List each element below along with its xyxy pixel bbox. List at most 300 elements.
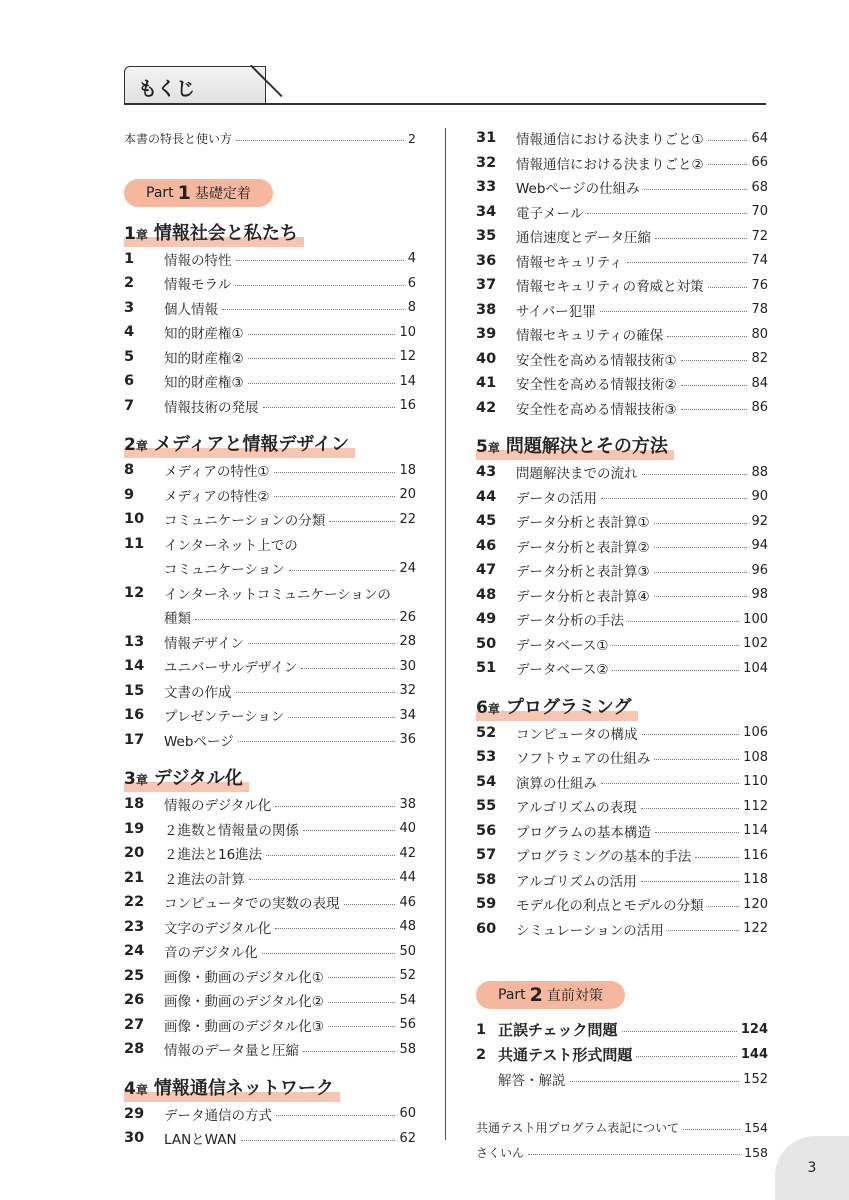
toc-entry-answers[interactable]: 解答・解説 152 (498, 1071, 768, 1090)
toc-left-column (124, 126, 416, 1151)
toc-entry[interactable] (476, 371, 768, 396)
leader-dots (266, 855, 395, 856)
toc-entry[interactable] (476, 917, 768, 942)
entry-page: 22 (399, 511, 416, 527)
entry-number: 32 (476, 154, 497, 171)
entry-page: 12 (399, 349, 416, 365)
entry-number: 55 (476, 798, 497, 815)
leader-dots (708, 140, 748, 141)
toc-entry[interactable] (476, 583, 768, 608)
entry-number: 22 (124, 894, 145, 911)
entry-number: 49 (476, 611, 497, 628)
leader-dots (328, 977, 396, 978)
entry-label: プレゼンテーション (164, 709, 285, 726)
toc-entry[interactable] (476, 607, 768, 632)
entry-number: 43 (476, 464, 497, 481)
leader-dots (655, 238, 747, 239)
leader-dots (274, 472, 396, 473)
leader-dots (248, 643, 395, 644)
entry-page: 36 (399, 732, 416, 748)
entry-label: 個人情報 (164, 301, 218, 318)
entry-label: 情報セキュリティの確保 (516, 328, 664, 345)
toc-entry-part2[interactable]: 1 正誤チェック問題 124 (476, 1021, 768, 1039)
toc-entry[interactable] (476, 868, 768, 893)
toc-entry[interactable] (124, 247, 416, 272)
toc-entry[interactable] (124, 581, 416, 606)
entry-page: 92 (751, 513, 768, 529)
leader-dots (263, 407, 396, 408)
entry-page: 6 (407, 275, 416, 291)
entry-label: メディアの特性② (164, 488, 270, 505)
entry-label: データ分析と表計算② (516, 539, 650, 556)
leader-dots (627, 262, 748, 263)
entry-number: 9 (124, 486, 135, 503)
leader-dots (236, 260, 404, 261)
leader-dots (236, 692, 396, 693)
entry-number: 7 (124, 397, 135, 414)
entry-page: 112 (743, 798, 768, 814)
entry-number: 29 (124, 1105, 145, 1122)
entry-number: 17 (124, 731, 145, 748)
entry-label: 演算の仕組み (516, 775, 597, 792)
toc-entry[interactable] (476, 770, 768, 795)
leader-dots (654, 523, 748, 524)
entry-page: 10 (399, 324, 416, 340)
entry-page: 122 (743, 921, 768, 937)
toc-entry[interactable] (124, 841, 416, 866)
entry-label: 情報セキュリティ (516, 254, 623, 271)
chapter-heading: 1章 情報社会と私たち (124, 215, 416, 247)
entry-number: 47 (476, 562, 497, 579)
entry-number: 13 (124, 633, 145, 650)
leader-dots (241, 1140, 396, 1141)
leader-dots (601, 498, 747, 499)
leader-dots (303, 1051, 395, 1052)
toc-entry[interactable] (476, 843, 768, 868)
leader-dots (654, 547, 748, 548)
entry-page: 14 (399, 373, 416, 389)
entry-page: 58 (399, 1041, 416, 1057)
chapter-heading: 4章 情報通信ネットワーク (124, 1070, 416, 1102)
entry-label: 種類 (164, 611, 191, 628)
entry-label: 知的財産権② (164, 350, 244, 367)
entry-page: 42 (399, 845, 416, 861)
entry-label: データベース② (516, 662, 609, 679)
toc-entry-appendix[interactable]: さくいん 158 (476, 1144, 768, 1160)
toc-entry[interactable] (124, 866, 416, 891)
entry-number: 45 (476, 513, 497, 530)
entry-label: Webページの仕組み (516, 181, 640, 198)
entry-page: 18 (399, 462, 416, 478)
entry-number: 16 (124, 707, 145, 724)
entry-number: 41 (476, 375, 497, 392)
toc-entry[interactable] (476, 794, 768, 819)
toc-entry[interactable] (476, 175, 768, 200)
entry-page: 114 (743, 823, 768, 839)
entry-label: 情報デザイン (164, 635, 245, 652)
entry-page: 68 (751, 179, 768, 195)
toc-entry[interactable] (124, 939, 416, 964)
entry-page: 52 (399, 968, 416, 984)
entry-label: 安全性を高める情報技術① (516, 352, 677, 369)
toc-right-column (476, 126, 768, 1165)
entry-page: 110 (743, 774, 768, 790)
page-title: もくじ (138, 78, 196, 100)
entry-label: データ分析と表計算③ (516, 564, 650, 581)
entry-number: 30 (124, 1130, 145, 1147)
toc-entry[interactable] (476, 322, 768, 347)
toc-entry[interactable] (124, 320, 416, 345)
leader-dots (587, 213, 747, 214)
toc-entry[interactable] (476, 249, 768, 274)
toc-entry[interactable] (124, 369, 416, 394)
toc-entry[interactable] (124, 532, 416, 557)
leader-dots (600, 311, 748, 312)
toc-entry-part2[interactable]: 2 共通テスト形式問題 144 (476, 1046, 768, 1064)
entry-label: 通信速度とデータ圧縮 (516, 230, 651, 247)
entry-number: 56 (476, 822, 497, 839)
part2-badge: Part 2 直前対策 (476, 981, 625, 1009)
leader-dots (655, 832, 739, 833)
leader-dots (612, 645, 739, 646)
leader-dots (303, 830, 395, 831)
entry-number: 19 (124, 820, 145, 837)
toc-entry[interactable] (476, 632, 768, 657)
entry-label: Webページ (164, 733, 234, 750)
entry-number: 59 (476, 896, 497, 913)
leader-dots (275, 928, 395, 929)
leader-dots (641, 881, 739, 882)
chapter-heading: 5章 問題解決とその方法 (476, 428, 768, 460)
entry-page: 26 (399, 609, 416, 625)
leader-dots (681, 360, 748, 361)
entry-label: 安全性を高める情報技術② (516, 377, 677, 394)
entry-page: 102 (743, 636, 768, 652)
entry-label: データの活用 (516, 490, 597, 507)
toc-entry[interactable] (476, 298, 768, 323)
entry-number: 48 (476, 586, 497, 603)
entry-number: 14 (124, 658, 145, 675)
leader-dots (641, 808, 739, 809)
entry-number: 38 (476, 301, 497, 318)
entry-number: 20 (124, 845, 145, 862)
entry-page: 88 (751, 464, 768, 480)
entry-page: 56 (399, 1017, 416, 1033)
leader-dots (612, 670, 739, 671)
toc-entry[interactable] (476, 200, 768, 225)
entry-number: 39 (476, 326, 497, 343)
toc-entry[interactable] (476, 273, 768, 298)
entry-number: 53 (476, 749, 497, 766)
entry-label: ２進数と情報量の関係 (164, 822, 299, 839)
toc-entry[interactable] (124, 271, 416, 296)
toc-entry[interactable] (124, 1037, 416, 1062)
leader-dots (708, 287, 748, 288)
leader-dots (667, 336, 747, 337)
entry-label: 情報のデータ量と圧縮 (164, 1043, 299, 1060)
entry-page: 60 (399, 1106, 416, 1122)
entry-number: 33 (476, 179, 497, 196)
leader-dots (262, 953, 396, 954)
entry-label: プログラミングの基本的手法 (516, 849, 692, 866)
entry-label: 画像・動画のデジタル化③ (164, 1018, 324, 1035)
chapter-heading: 2章 メディアと情報デザイン (124, 426, 416, 458)
entry-number: 4 (124, 324, 135, 341)
toc-entry[interactable] (476, 892, 768, 917)
entry-label: ２進法と16進法 (164, 847, 263, 864)
entry-page: 54 (399, 992, 416, 1008)
entry-page: 72 (751, 228, 768, 244)
entry-label: シミュレーションの活用 (516, 922, 664, 939)
entry-label: アルゴリズムの活用 (516, 873, 637, 890)
toc-entry[interactable] (476, 745, 768, 770)
leader-dots (276, 1115, 395, 1116)
entry-number: 18 (124, 796, 145, 813)
leader-dots (668, 930, 739, 931)
entry-number: 57 (476, 847, 497, 864)
entry-number: 24 (124, 943, 145, 960)
chapter-heading: 6章 プログラミング (476, 689, 768, 721)
entry-page: 64 (751, 130, 768, 146)
entry-number: 10 (124, 511, 145, 528)
entry-number: 46 (476, 537, 497, 554)
column-divider (445, 128, 446, 1140)
toc-entry[interactable] (124, 703, 416, 728)
leader-dots (248, 358, 396, 359)
entry-number: 42 (476, 399, 497, 416)
entry-number: 37 (476, 277, 497, 294)
entry-page: 104 (743, 660, 768, 676)
entry-label: ユニバーサルデザイン (164, 660, 298, 677)
entry-number: 40 (476, 350, 497, 367)
leader-dots (642, 474, 748, 475)
title-underline (124, 103, 766, 105)
entry-page: 28 (399, 634, 416, 650)
entry-page: 98 (751, 587, 768, 603)
entry-label: 情報セキュリティの脅威と対策 (516, 279, 704, 296)
entry-number: 36 (476, 252, 497, 269)
entry-page: 16 (399, 398, 416, 414)
entry-number: 44 (476, 488, 497, 505)
entry-number: 3 (124, 299, 135, 316)
entry-number: 6 (124, 373, 135, 390)
leader-dots (344, 904, 396, 905)
entry-page: 76 (751, 277, 768, 293)
entry-number: 2 (124, 275, 135, 292)
leader-dots (289, 570, 396, 571)
leader-dots (654, 596, 748, 597)
toc-entry[interactable] (124, 630, 416, 655)
entry-label: データ通信の方式 (164, 1107, 272, 1124)
toc-entry[interactable] (124, 483, 416, 508)
chapter-heading: 3章 デジタル化 (124, 760, 416, 792)
entry-page: 34 (399, 707, 416, 723)
leader-dots (328, 1026, 396, 1027)
entry-page: 86 (751, 400, 768, 416)
leader-dots (328, 1002, 396, 1003)
toc-entry[interactable] (124, 988, 416, 1013)
entry-label: 知的財産権① (164, 326, 244, 343)
entry-page: 30 (399, 658, 416, 674)
leader-dots (654, 572, 748, 573)
toc-entry[interactable] (124, 654, 416, 679)
toc-entry[interactable] (124, 890, 416, 915)
entry-page: 44 (399, 870, 416, 886)
entry-label: 情報通信における決まりごと① (516, 132, 704, 149)
entry-page: 116 (743, 847, 768, 863)
leader-dots (275, 806, 395, 807)
entry-label: モデル化の利点とモデルの分類 (516, 898, 704, 915)
toc-entry[interactable] (124, 556, 416, 581)
leader-dots (644, 189, 748, 190)
toc-entry[interactable] (476, 460, 768, 485)
toc-entry[interactable] (124, 728, 416, 753)
toc-entry[interactable] (476, 558, 768, 583)
toc-entry[interactable] (124, 964, 416, 989)
entry-label: コミュニケーションの分類 (164, 513, 326, 530)
toc-entry[interactable] (124, 792, 416, 817)
entry-number: 8 (124, 462, 135, 479)
entry-page: 94 (751, 538, 768, 554)
entry-label: ２進法の計算 (164, 871, 245, 888)
entry-label: サイバー犯罪 (516, 303, 596, 320)
entry-page: 46 (399, 894, 416, 910)
leader-dots (222, 309, 404, 310)
toc-entry[interactable] (476, 396, 768, 421)
entry-page: 40 (399, 821, 416, 837)
entry-label: 知的財産権③ (164, 375, 244, 392)
toc-entry[interactable] (124, 1013, 416, 1038)
entry-label: データベース① (516, 637, 609, 654)
entry-page: 8 (407, 300, 416, 316)
toc-entry[interactable] (124, 296, 416, 321)
entry-page: 62 (399, 1130, 416, 1146)
leader-dots (708, 906, 740, 907)
entry-page: 120 (743, 896, 768, 912)
entry-number: 26 (124, 992, 145, 1009)
entry-page: 66 (751, 155, 768, 171)
entry-number: 28 (124, 1041, 145, 1058)
entry-label: 電子メール (516, 205, 584, 222)
toc-entry[interactable] (124, 1102, 416, 1127)
entry-number: 1 (124, 250, 135, 267)
entry-label: データ分析の手法 (516, 613, 624, 630)
entry-page: 80 (751, 326, 768, 342)
toc-entry[interactable] (476, 485, 768, 510)
entry-page: 118 (743, 872, 768, 888)
entry-label: 情報通信における決まりごと② (516, 156, 704, 173)
entry-page: 38 (399, 796, 416, 812)
entry-label: 画像・動画のデジタル化① (164, 969, 324, 986)
entry-number: 25 (124, 967, 145, 984)
leader-dots (301, 668, 395, 669)
toc-entry[interactable] (124, 605, 416, 630)
entry-label: コミュニケーション (164, 562, 285, 579)
leader-dots (248, 383, 396, 384)
leader-dots (248, 334, 396, 335)
entry-page: 100 (743, 611, 768, 627)
entry-number: 51 (476, 660, 497, 677)
toc-entry[interactable] (124, 915, 416, 940)
entry-label: 情報の特性 (164, 252, 232, 269)
toc-entry-intro[interactable]: 本書の特長と使い方 2 (124, 130, 416, 146)
toc-entry[interactable] (476, 534, 768, 559)
entry-label: コンピュータでの実数の表現 (164, 896, 340, 913)
toc-entry[interactable] (124, 345, 416, 370)
toc-entry[interactable] (124, 679, 416, 704)
leader-dots (681, 385, 748, 386)
entry-label: インターネット上での (164, 537, 298, 554)
leader-dots (274, 496, 396, 497)
entry-page: 108 (743, 749, 768, 765)
toc-entry[interactable] (124, 1126, 416, 1151)
entry-label: アルゴリズムの表現 (516, 800, 637, 817)
entry-label: プログラムの基本構造 (516, 824, 651, 841)
entry-number: 21 (124, 869, 145, 886)
toc-entry[interactable] (124, 394, 416, 419)
entry-label: 情報モラル (164, 277, 232, 294)
entry-page: 4 (407, 251, 416, 267)
entry-page: 48 (399, 919, 416, 935)
toc-entry[interactable] (476, 721, 768, 746)
entry-label: 情報技術の発展 (164, 399, 259, 416)
leader-dots (695, 857, 739, 858)
toc-entry[interactable] (476, 656, 768, 681)
leader-dots (654, 759, 739, 760)
entry-number: 50 (476, 635, 497, 652)
entry-page: 32 (399, 683, 416, 699)
toc-entry[interactable] (124, 458, 416, 483)
leader-dots (708, 164, 748, 165)
part1-badge: Part 1 基礎定着 (124, 179, 273, 207)
entry-page: 74 (751, 253, 768, 269)
toc-entry[interactable] (476, 819, 768, 844)
entry-page: 96 (751, 562, 768, 578)
entry-label: 問題解決までの流れ (516, 466, 638, 483)
leader-dots (601, 783, 739, 784)
entry-label: データ分析と表計算① (516, 515, 650, 532)
entry-number: 54 (476, 773, 497, 790)
toc-entry[interactable] (476, 126, 768, 151)
toc-entry[interactable] (476, 509, 768, 534)
entry-number: 52 (476, 724, 497, 741)
toc-entry[interactable] (476, 151, 768, 176)
toc-entry[interactable] (124, 507, 416, 532)
toc-entry[interactable] (476, 347, 768, 372)
entry-number: 12 (124, 584, 145, 601)
entry-number: 5 (124, 348, 135, 365)
entry-page: 20 (399, 487, 416, 503)
toc-entry[interactable] (476, 224, 768, 249)
entry-label: 情報のデジタル化 (164, 798, 272, 815)
entry-number: 23 (124, 918, 145, 935)
entry-number: 34 (476, 203, 497, 220)
leader-dots (238, 741, 396, 742)
entry-page: 78 (751, 302, 768, 318)
leader-dots (681, 409, 748, 410)
entry-page: 82 (751, 351, 768, 367)
toc-entry-appendix[interactable]: 共通テスト用プログラム表記について 154 (476, 1120, 768, 1136)
leader-dots (235, 285, 404, 286)
entry-label: 文字のデジタル化 (164, 920, 272, 937)
entry-number: 27 (124, 1016, 145, 1033)
entry-label: データ分析と表計算④ (516, 588, 650, 605)
entry-page: 90 (751, 489, 768, 505)
entry-page: 70 (751, 204, 768, 220)
entry-number: 15 (124, 682, 145, 699)
toc-entry[interactable] (124, 817, 416, 842)
entry-page: 24 (399, 560, 416, 576)
